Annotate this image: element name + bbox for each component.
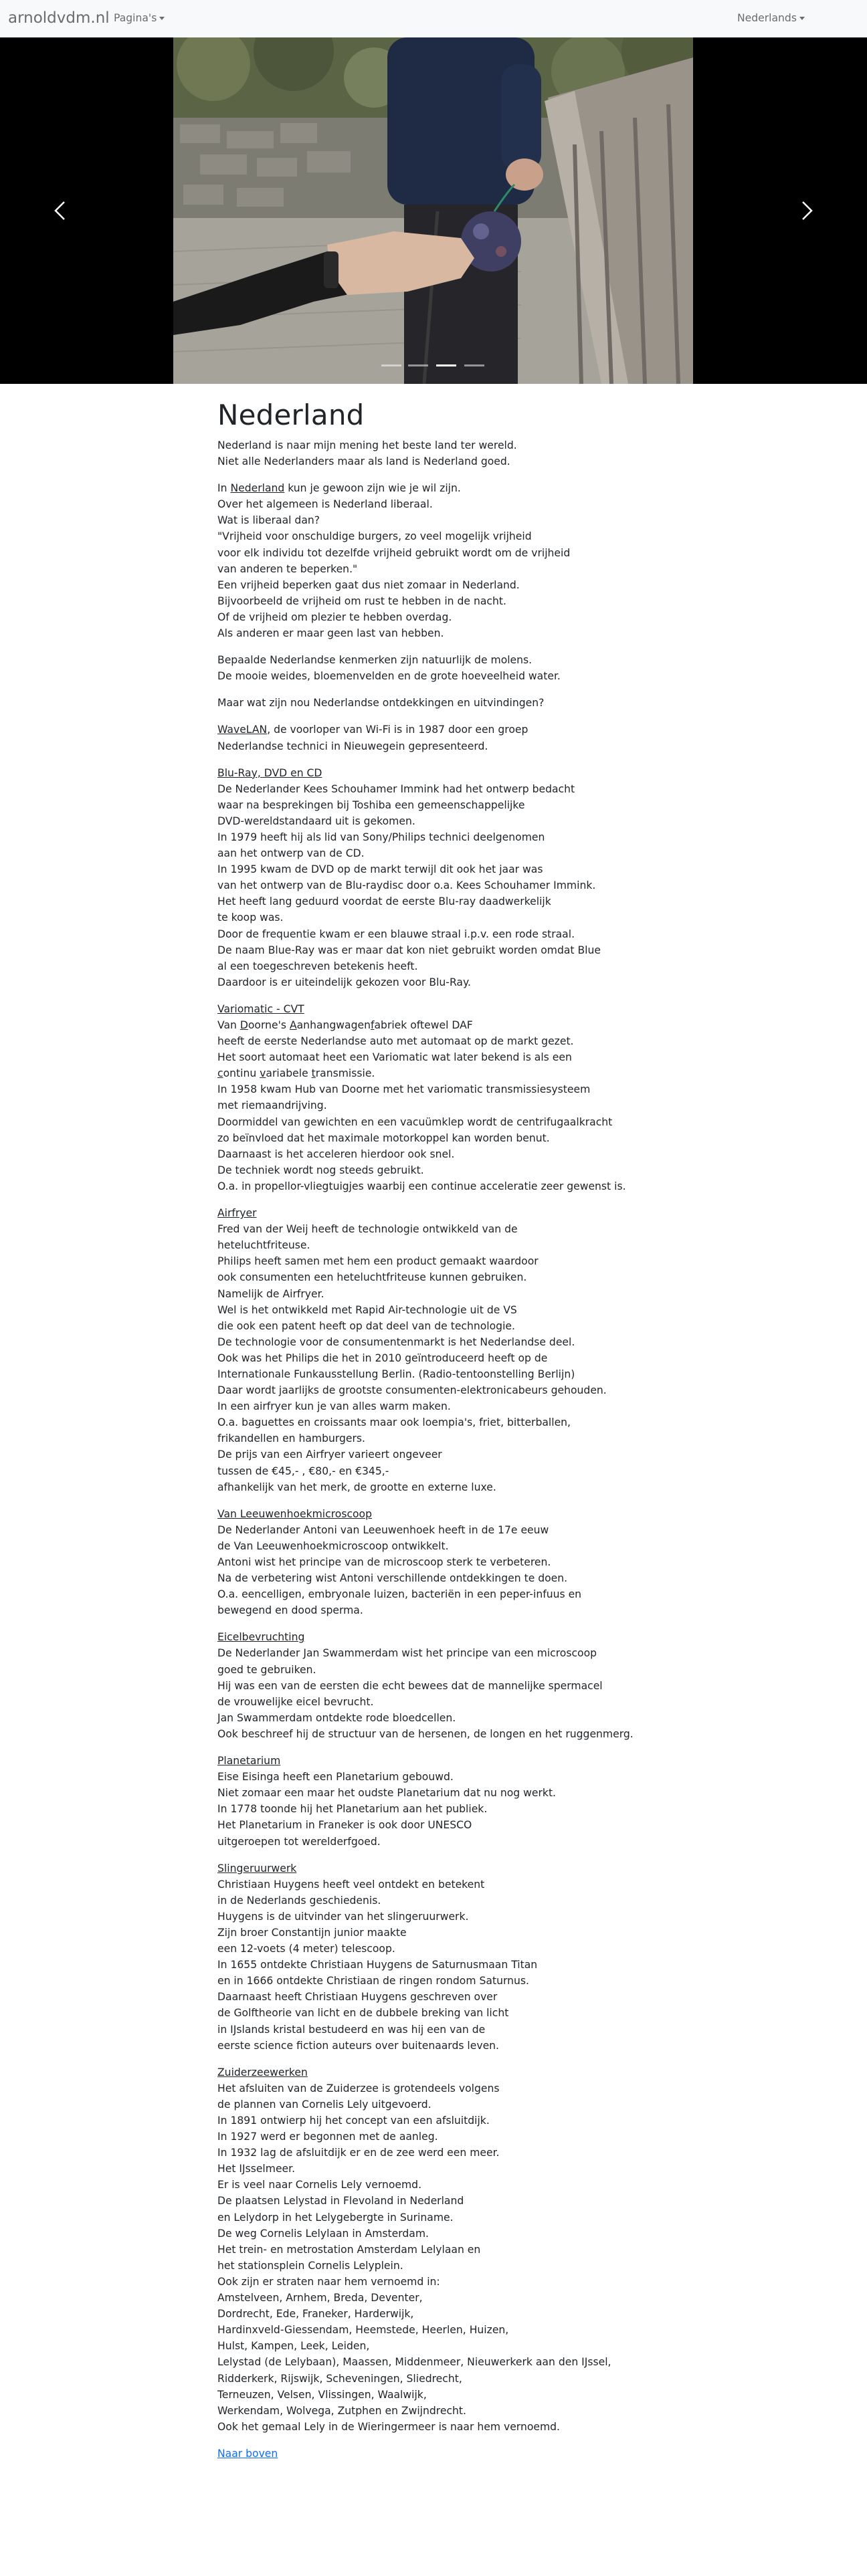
- text-fragment: t: [311, 1067, 316, 1080]
- eicel-section: [217, 1629, 867, 1742]
- text-line: Na de verbetering wist Antoni verschillende ontdekkingen te doen.: [217, 1572, 568, 1585]
- text-line: In 1778 toonde hij het Planetarium aan het publiek.: [217, 1803, 488, 1816]
- features-paragraph: [217, 652, 867, 684]
- back-to-top-paragraph: [217, 2446, 867, 2462]
- text-line: Het soort automaat heet een Variomatic wat later bekend is als een: [217, 1051, 572, 1064]
- text-line: O.a. eencelligen, embryonale luizen, bacteriën in een peper-infuus en: [217, 1588, 582, 1601]
- text-line: Het Planetarium in Franeker is ook door UNESCO: [217, 1819, 472, 1832]
- text-line: eerste science fiction auteurs over buitenaards leven.: [217, 2039, 500, 2052]
- text-line: Daarnaast heeft Christiaan Huygens geschreven over: [217, 1991, 498, 2004]
- zuiderzee-heading: Zuiderzeewerken: [217, 2066, 308, 2078]
- text-fragment: oorne's: [248, 1019, 290, 1031]
- carousel-slide-image: [173, 37, 693, 384]
- text-line: O.a. baguettes en croissants maar ook loempia's, friet, bitterballen,: [217, 1416, 571, 1429]
- text-line: waar na besprekingen bij Toshiba een gemeenschappelijke: [217, 798, 525, 811]
- text-line: frikandellen en hamburgers.: [217, 1432, 365, 1445]
- text-line: het stationsplein Cornelis Lelyplein.: [217, 2259, 403, 2272]
- text-line: Over het algemeen is Nederland liberaal.: [217, 498, 433, 511]
- text-line: "Vrijheid voor onschuldige burgers, zo veel mogelijk vrijheid: [217, 530, 532, 543]
- slide-photo: [173, 37, 693, 384]
- text-line: Zijn broer Constantijn junior maakte: [217, 1926, 407, 1939]
- text-fragment: D: [239, 1019, 248, 1031]
- wavelan-link[interactable]: WaveLAN: [217, 724, 268, 736]
- question-paragraph: [217, 695, 867, 711]
- text-fragment: , de voorloper van Wi-Fi is in 1987 door een groep: [267, 724, 528, 736]
- text-line: met riemaandrijving.: [217, 1099, 327, 1112]
- microscope-heading: Van Leeuwenhoekmicroscoop: [217, 1507, 372, 1520]
- text-line: en Lelydorp in het Lelygebergte in Suriname.: [217, 2211, 454, 2224]
- language-dropdown-label: Nederlands: [737, 12, 797, 24]
- text-line: goed te gebruiken.: [217, 1663, 316, 1676]
- text-fragment: f: [370, 1019, 375, 1031]
- navbar: [0, 0, 867, 37]
- text-line: De technologie voor de consumentenmarkt is het Nederlandse deel.: [217, 1335, 575, 1348]
- text-line: Of de vrijheid om plezier te hebben overdag.: [217, 611, 452, 623]
- text-line: de vrouwelijke eicel bevrucht.: [217, 1695, 374, 1708]
- text-line: De Nederlander Jan Swammerdam wist het principe van een microscoop: [217, 1647, 597, 1660]
- text-line: Als anderen er maar geen last van hebben.: [217, 627, 444, 640]
- text-line: Ook beschreef hij de structuur van de hersenen, de longen en het ruggenmerg.: [217, 1727, 634, 1740]
- text-line: Het trein- en metrostation Amsterdam Lelylaan en: [217, 2243, 481, 2256]
- text-fragment: anhangwagen: [296, 1019, 371, 1031]
- text-line: De prijs van een Airfryer varieert ongeveer: [217, 1448, 442, 1461]
- text-line: aan het ontwerp van de CD.: [217, 847, 365, 860]
- text-line: Daardoor is er uiteindelijk gekozen voor Blu-Ray.: [217, 976, 471, 988]
- text-line: Ook was het Philips die het in 2010 geïntroduceerd heeft op de: [217, 1352, 548, 1364]
- text-line: bewegend en dood sperma.: [217, 1604, 363, 1617]
- text-line: Daar wordt jaarlijks de grootste consumenten-elektronicabeurs gehouden.: [217, 1384, 607, 1397]
- text-line: Wat is liberaal dan?: [217, 514, 320, 527]
- text-line: De techniek wordt nog steeds gebruikt.: [217, 1164, 424, 1176]
- text-line: De weg Cornelis Lelylaan in Amsterdam.: [217, 2227, 429, 2240]
- microscope-section: [217, 1506, 867, 1619]
- text-line: Wel is het ontwikkeld met Rapid Air-technologie uit de VS: [217, 1303, 517, 1316]
- text-line: Het heeft lang geduurd voordat de eerste Blu-ray daadwerkelijk: [217, 895, 551, 908]
- text-line: Nederlandse technici in Nieuwegein gepresenteerd.: [217, 740, 488, 752]
- carousel-indicator-4[interactable]: [464, 364, 484, 366]
- text-fragment: c: [217, 1067, 223, 1080]
- carousel-prev-button[interactable]: [0, 37, 120, 384]
- text-line: Niet alle Nederlanders maar als land is Nederland goed.: [217, 455, 510, 468]
- nederland-link[interactable]: Nederland: [230, 482, 285, 495]
- text-line: die ook een patent heeft op dat deel van de technologie.: [217, 1319, 515, 1332]
- text-line: Daarnaast is het acceleren hierdoor ook snel.: [217, 1148, 455, 1160]
- text-fragment: v: [260, 1067, 266, 1080]
- wavelan-paragraph: [217, 722, 867, 754]
- text-line: [217, 1017, 867, 1033]
- text-line: De Nederlander Kees Schouhamer Immink had het ontwerp bedacht: [217, 782, 575, 795]
- text-line: Antoni wist het principe van de microscoop sterk te verbeteren.: [217, 1556, 551, 1568]
- pages-dropdown-label: Pagina's: [114, 12, 157, 24]
- intro-paragraph: [217, 437, 867, 469]
- text-line: Jan Swammerdam ontdekte rode bloedcellen.: [217, 1711, 456, 1724]
- text-line: Huygens is de uitvinder van het slingeruurwerk.: [217, 1910, 469, 1923]
- back-to-top-link[interactable]: Naar boven: [217, 2447, 278, 2460]
- caret-down-icon: [159, 17, 165, 20]
- text-line: Dordrecht, Ede, Franeker, Harderwijk,: [217, 2308, 414, 2321]
- pages-dropdown[interactable]: [114, 10, 165, 26]
- language-dropdown[interactable]: [737, 10, 805, 26]
- variomatic-heading: Variomatic - CVT: [217, 1002, 304, 1015]
- text-line: afhankelijk van het merk, de grootte en externe luxe.: [217, 1481, 496, 1493]
- text-line: Het afsluiten van de Zuiderzee is grotendeels volgens: [217, 2082, 500, 2095]
- text-line: Hardinxveld-Giessendam, Heemstede, Heerlen, Huizen,: [217, 2324, 509, 2337]
- carousel-indicator-3[interactable]: [436, 364, 456, 366]
- text-line: Werkendam, Wolvega, Zutphen en Zwijndrecht.: [217, 2404, 466, 2417]
- liberal-paragraph: [217, 480, 867, 641]
- site-brand[interactable]: arnoldvdm.nl: [8, 9, 110, 27]
- text-line: Hulst, Kampen, Leek, Leiden,: [217, 2340, 370, 2353]
- text-line: Ook zijn er straten naar hem vernoemd in:: [217, 2275, 440, 2288]
- text-line: Bepaalde Nederlandse kenmerken zijn natuurlijk de molens.: [217, 654, 533, 667]
- text-line: van het ontwerp van de Blu-raydisc door o.a. Kees Schouhamer Immink.: [217, 879, 596, 892]
- text-line: In 1891 ontwierp hij het concept van een afsluitdijk.: [217, 2115, 490, 2127]
- text-line: De mooie weides, bloemenvelden en de grote hoeveelheid water.: [217, 670, 561, 683]
- text-line: Nederland is naar mijn mening het beste land ter wereld.: [217, 439, 517, 451]
- text-line: Fred van der Weij heeft de technologie ontwikkeld van de: [217, 1223, 518, 1236]
- text-line: voor elk individu tot dezelfde vrijheid gebruikt wordt om de vrijheid: [217, 546, 571, 559]
- bluray-heading: Blu-Ray, DVD en CD: [217, 766, 322, 779]
- airfryer-heading: Airfryer: [217, 1207, 257, 1220]
- chevron-right-icon: [797, 200, 816, 221]
- main-content: [0, 384, 867, 2462]
- text-line: en in 1666 ontdekte Christiaan de ringen rondom Saturnus.: [217, 1975, 529, 1988]
- page-title: Nederland: [217, 399, 365, 431]
- text-line: Niet zomaar een maar het oudste Planetarium dat nu nog werkt.: [217, 1787, 557, 1800]
- planetarium-section: [217, 1753, 867, 1850]
- text-line: De Nederlander Antoni van Leeuwenhoek heeft in de 17e eeuw: [217, 1523, 549, 1536]
- text-line: heteluchtfriteuse.: [217, 1239, 310, 1252]
- slinger-heading: Slingeruurwerk: [217, 1862, 297, 1874]
- carousel-indicator-2[interactable]: [408, 364, 428, 366]
- text-line: in de Nederlands geschiedenis.: [217, 1894, 381, 1907]
- text-line: Maar wat zijn nou Nederlandse ontdekkingen en uitvindingen?: [217, 697, 545, 710]
- text-line: Ridderkerk, Rijswijk, Scheveningen, Sliedrecht,: [217, 2372, 462, 2385]
- text-fragment: In: [217, 482, 231, 495]
- text-line: tussen de €45,- , €80,- en €345,-: [217, 1465, 389, 1477]
- text-line: Bijvoorbeeld de vrijheid om rust te hebben in de nacht.: [217, 595, 506, 607]
- text-fragment: Van: [217, 1019, 240, 1031]
- text-line: Door de frequentie kwam er een blauwe straal i.p.v. een rode straal.: [217, 928, 575, 940]
- text-line: Eise Eisinga heeft een Planetarium gebouwd.: [217, 1771, 454, 1784]
- text-fragment: A: [289, 1019, 297, 1031]
- text-line: In 1995 kwam de DVD op de markt terwijl dit ook het jaar was: [217, 863, 543, 876]
- text-line: Lelystad (de Lelybaan), Maassen, Middenmeer, Nieuwerkerk aan den IJssel,: [217, 2356, 611, 2369]
- text-line: uitgeroepen tot werelderfgoed.: [217, 1835, 381, 1848]
- text-line: In 1958 kwam Hub van Doorne met het variomatic transmissiesysteem: [217, 1083, 591, 1096]
- text-line: Philips heeft samen met hem een product gemaakt waardoor: [217, 1255, 539, 1268]
- text-line: Namelijk de Airfryer.: [217, 1287, 324, 1300]
- text-line: In 1927 werd er begonnen met de aanleg.: [217, 2131, 438, 2143]
- text-line: de Van Leeuwenhoekmicroscoop ontwikkelt.: [217, 1539, 449, 1552]
- text-line: In 1932 lag de afsluitdijk er en de zee werd een meer.: [217, 2147, 500, 2159]
- carousel-next-button[interactable]: [747, 37, 867, 384]
- text-line: Er is veel naar Cornelis Lely vernoemd.: [217, 2179, 422, 2191]
- text-line: Christiaan Huygens heeft veel ontdekt en betekent: [217, 1878, 485, 1891]
- text-line: [217, 722, 867, 738]
- text-line: Hij was een van de eersten die echt bewees dat de mannelijke spermacel: [217, 1679, 603, 1692]
- variomatic-section: [217, 1001, 867, 1194]
- caret-down-icon: [799, 17, 805, 20]
- chevron-left-icon: [51, 200, 70, 221]
- text-line: heeft de eerste Nederlandse auto met automaat op de markt gezet.: [217, 1035, 574, 1048]
- text-line: de plannen van Cornelis Lely uitgevoerd.: [217, 2098, 431, 2111]
- text-fragment: ransmissie.: [315, 1067, 375, 1080]
- text-line: Een vrijheid beperken gaat dus niet zomaar in Nederland.: [217, 578, 520, 591]
- text-line: De plaatsen Lelystad in Flevoland in Nederland: [217, 2195, 464, 2208]
- text-line: [217, 480, 867, 496]
- text-line: In een airfryer kun je van alles warm maken.: [217, 1400, 451, 1413]
- text-line: De naam Blue-Ray was er maar dat kon niet gebruikt worden omdat Blue: [217, 944, 601, 956]
- text-line: ook consumenten een heteluchtfriteuse kunnen gebruiken.: [217, 1271, 527, 1284]
- text-line: Internationale Funkausstellung Berlin. (Radio-tentoonstelling Berlijn): [217, 1368, 575, 1380]
- zuiderzee-section: [217, 2064, 867, 2435]
- text-line: de Golftheorie van licht en de dubbele breking van licht: [217, 2007, 509, 2020]
- text-line: Terneuzen, Velsen, Vlissingen, Waalwijk,: [217, 2388, 427, 2401]
- carousel-indicator-1[interactable]: [381, 364, 401, 366]
- text-line: DVD-wereldstandaard uit is gekomen.: [217, 815, 415, 827]
- text-line: Amstelveen, Arnhem, Breda, Deventer,: [217, 2292, 423, 2304]
- text-fragment: abriek oftewel DAF: [374, 1019, 473, 1031]
- text-line: van anderen te beperken.": [217, 562, 358, 575]
- eicel-heading: Eicelbevruchting: [217, 1631, 305, 1644]
- text-fragment: ontinu: [223, 1067, 260, 1080]
- text-line: zo beïnvloed dat het maximale motorkoppel kan worden benut.: [217, 1132, 550, 1144]
- slinger-section: [217, 1860, 867, 2054]
- bluray-section: [217, 765, 867, 990]
- text-line: in IJslands kristal bestudeerd en was hij een van de: [217, 2023, 486, 2036]
- text-line: Ook het gemaal Lely in de Wieringermeer is naar hem vernoemd.: [217, 2420, 561, 2433]
- planetarium-heading: Planetarium: [217, 1755, 281, 1767]
- text-fragment: ariabele: [266, 1067, 312, 1080]
- text-line: een 12-voets (4 meter) telescoop.: [217, 1943, 395, 1955]
- text-line: te koop was.: [217, 911, 284, 924]
- text-line: O.a. in propellor-vliegtuigjes waarbij een continue acceleratie zeer gewenst is.: [217, 1180, 626, 1192]
- image-carousel: [0, 37, 867, 384]
- text-line: In 1655 ontdekte Christiaan Huygens de Saturnusmaan Titan: [217, 1959, 538, 1971]
- airfryer-section: [217, 1205, 867, 1495]
- text-line: In 1979 heeft hij als lid van Sony/Philips technici deelgenomen: [217, 831, 545, 843]
- text-line: al een toegeschreven betekenis heeft.: [217, 960, 418, 972]
- text-line: Doormiddel van gewichten en een vacuümklep wordt de centrifugaalkracht: [217, 1115, 613, 1128]
- text-line: [217, 1065, 867, 1081]
- text-fragment: kun je gewoon zijn wie je wil zijn.: [284, 482, 461, 495]
- text-line: Het IJsselmeer.: [217, 2163, 296, 2175]
